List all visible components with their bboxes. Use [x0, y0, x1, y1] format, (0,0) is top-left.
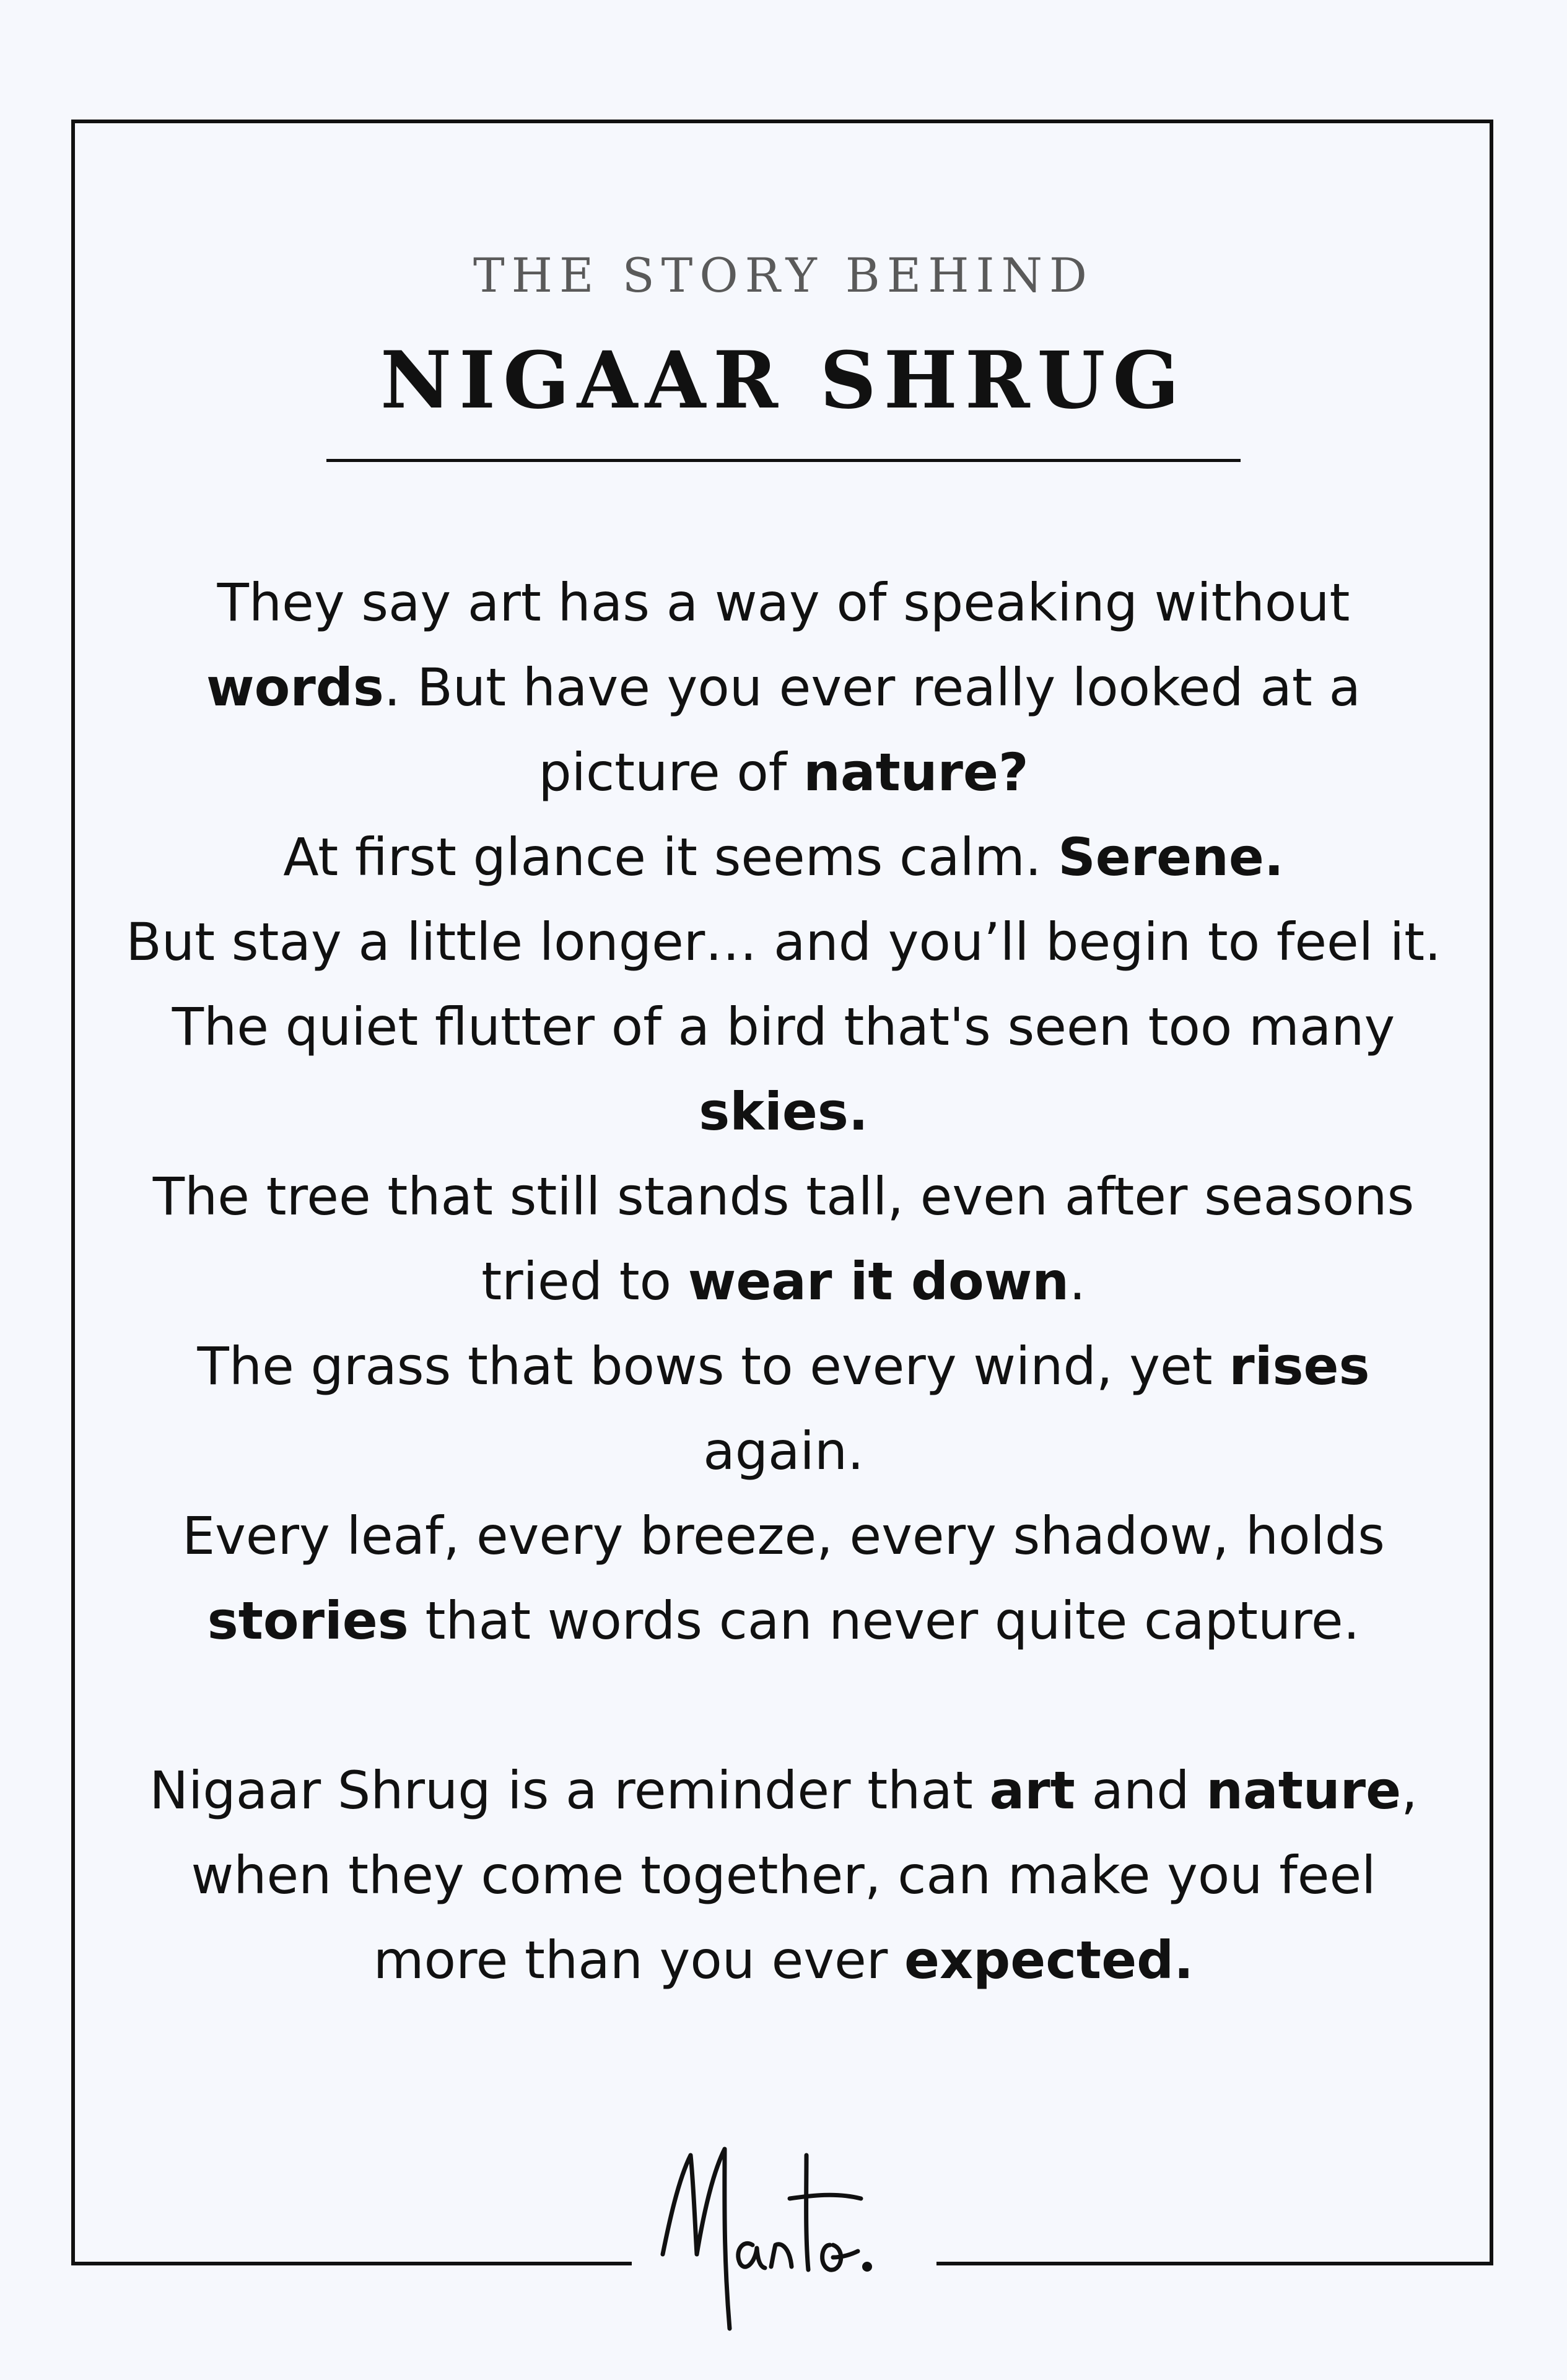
- emphasis-word: words: [206, 657, 384, 718]
- story-text-run: At first glance it seems calm.: [283, 827, 1058, 887]
- story-line: [124, 1918, 1443, 2003]
- story-text-run: The tree that still stands tall, even after seasons: [152, 1166, 1415, 1227]
- emphasis-word: nature?: [803, 742, 1029, 803]
- story-line: [124, 1579, 1443, 1663]
- story-text-run: .: [1069, 1251, 1086, 1312]
- signature-manto: [644, 2130, 929, 2341]
- story-line: [124, 1833, 1443, 1918]
- story-line: [124, 985, 1443, 1070]
- story-text-run: more than you ever: [373, 1930, 904, 1990]
- story-line: [124, 1070, 1443, 1154]
- story-text-run: tried to: [481, 1251, 688, 1312]
- emphasis-word: wear it down: [687, 1251, 1070, 1312]
- story-text-run: The grass that bows to every wind, yet: [197, 1336, 1229, 1397]
- story-text-run: Every leaf, every breeze, every shadow, holds: [182, 1506, 1385, 1566]
- story-line: [124, 900, 1443, 985]
- bottom-rule-left: [71, 2262, 632, 2265]
- emphasis-word: rises: [1229, 1336, 1370, 1397]
- story-text-run: Nigaar Shrug is a reminder that: [149, 1760, 990, 1821]
- story-line: [124, 1409, 1443, 1494]
- emphasis-word: art: [989, 1760, 1075, 1821]
- story-text-run: The quiet flutter of a bird that's seen too many: [172, 996, 1395, 1057]
- emphasis-word: skies.: [699, 1081, 868, 1142]
- story-text-run: But stay a little longer… and you’ll begin to feel it.: [126, 912, 1441, 972]
- story-text: [124, 560, 1443, 2003]
- emphasis-word: stories: [207, 1590, 409, 1651]
- story-line: [124, 815, 1443, 900]
- emphasis-word: expected.: [904, 1930, 1194, 1990]
- story-line: [124, 1748, 1443, 1833]
- page-title: NIGAAR SHRUG: [380, 334, 1187, 426]
- story-line: [124, 1494, 1443, 1579]
- title-divider: [326, 459, 1241, 462]
- story-line: [124, 1154, 1443, 1239]
- story-text-run: that words can never quite capture.: [408, 1590, 1360, 1651]
- story-line: [124, 645, 1443, 730]
- emphasis-word: Serene.: [1058, 827, 1284, 887]
- story-text-run: . But have you ever really looked at a: [383, 657, 1361, 718]
- emphasis-word: nature: [1206, 1760, 1402, 1821]
- story-line: [124, 560, 1443, 645]
- story-text-run: picture of: [538, 742, 804, 803]
- paragraph-gap: [124, 1663, 1443, 1748]
- story-line: [124, 1324, 1443, 1409]
- kicker-heading: THE STORY BEHIND: [473, 248, 1094, 303]
- story-text-run: They say art has a way of speaking without: [217, 572, 1350, 633]
- story-text-run: again.: [703, 1421, 864, 1481]
- story-line: [124, 1239, 1443, 1324]
- story-text-run: and: [1075, 1760, 1207, 1821]
- story-text-run: when they come together, can make you feel: [191, 1845, 1376, 1906]
- story-line: [124, 730, 1443, 815]
- bottom-rule-right: [936, 2262, 1493, 2265]
- story-text-run: ,: [1401, 1760, 1418, 1821]
